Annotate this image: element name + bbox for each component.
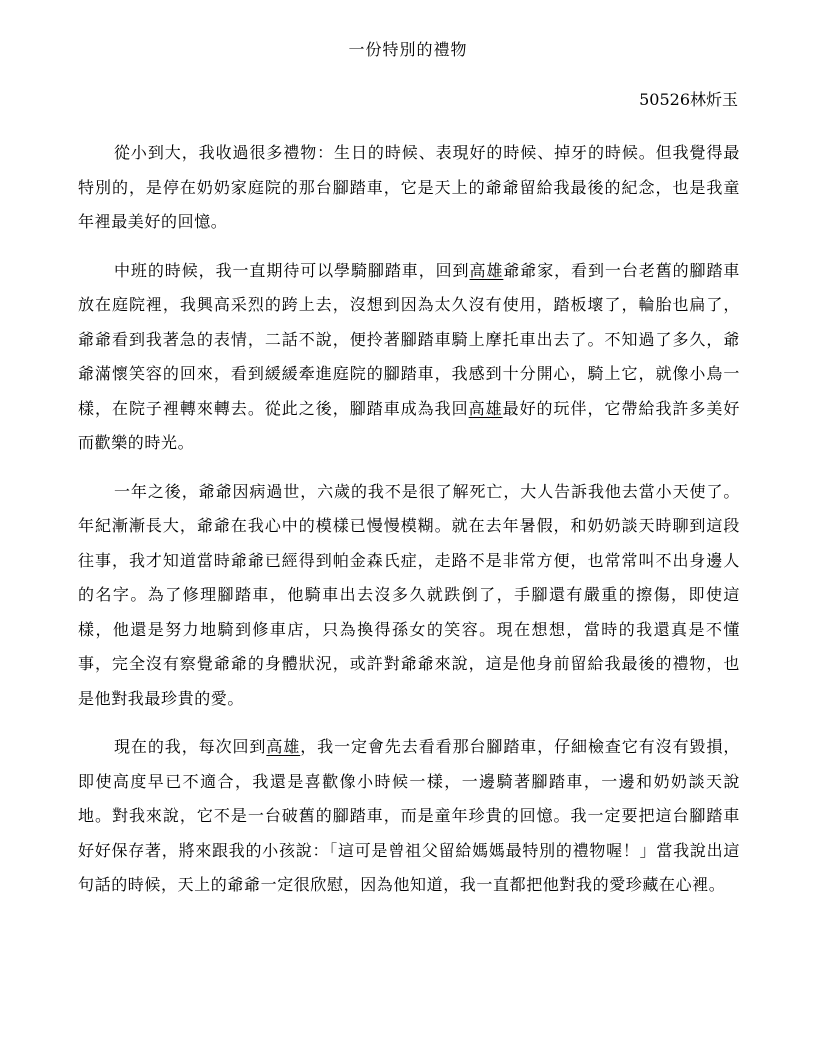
paragraph [78,475,740,717]
paragraph-text: 最好的玩伴，它帶給我許多美好而歡樂的時光。 [78,398,740,452]
paragraph-text: 中班的時候，我一直期待可以學騎腳踏車，回到 [114,260,470,280]
paragraph-text: 從小到大，我收過很多禮物：生日的時候、表現好的時候、掉牙的時候。但我覺得最特別的，是停在奶奶家庭院的那台腳踏車，它是天上的爺爺留給我最後的紀念，也是我童年裡最美好的回憶。 [78,143,740,231]
paragraph [78,730,740,903]
place-name: 高雄 [266,737,301,756]
paragraph [78,254,740,461]
author-line: 50526林炘玉 [639,90,738,109]
paragraph-text: ，我一定會先去看看那台腳踏車，仔細檢查它有沒有毀損，即使高度早已不適合，我還是喜歡像小時候一樣，一邊騎著腳踏車，一邊和奶奶談天說地。對我來說，它不是一台破舊的腳踏車，而是童年珍貴的回憶。我一定要把這台腳踏車好好保存著，將來跟我的小孩說：「這可是曾祖父留給媽媽最特別的禮物喔！」當我說出這句話的時候，天上的爺爺一定很欣慰，因為他知道，我一直都把他對我的愛珍藏在心裡。 [78,737,741,894]
paragraph [78,136,740,240]
paragraph-text: 爺爺家，看到一台老舊的腳踏車放在庭院裡，我興高采烈的跨上去，沒想到因為太久沒有使用，踏板壞了，輪胎也扁了，爺爺看到我著急的表情，二話不說，便拎著腳踏車騎上摩托車出去了。不知過了多久，爺爺滿懷笑容的回來，看到緩緩牽進庭院的腳踏車，我感到十分開心，騎上它，就像小鳥一樣，在院子裡轉來轉去。從此之後，腳踏車成為我回 [78,260,740,418]
paragraph-text: 一年之後，爺爺因病過世，六歲的我不是很了解死亡，大人告訴我他去當小天使了。年紀漸漸長大，爺爺在我心中的模樣已慢慢模糊。就在去年暑假，和奶奶談天時聊到這段往事，我才知道當時爺爺已經得到帕金森氏症，走路不是非常方便，也常常叫不出身邊人的名字。為了修理腳踏車，他騎車出去沒多久就跌倒了，手腳還有嚴重的擦傷，即使這樣，他還是努力地騎到修車店，只為換得孫女的笑容。現在想想，當時的我還真是不懂事，完全沒有察覺爺爺的身體狀況，或許對爺爺來說，這是他身前留給我最後的禮物，也是他對我最珍貴的愛。 [78,481,740,708]
place-name: 高雄 [469,260,504,280]
document-title: 一份特別的禮物 [348,40,468,59]
paragraph-text: 現在的我，每次回到 [114,737,267,756]
essay-body [78,136,740,917]
place-name: 高雄 [468,398,503,418]
